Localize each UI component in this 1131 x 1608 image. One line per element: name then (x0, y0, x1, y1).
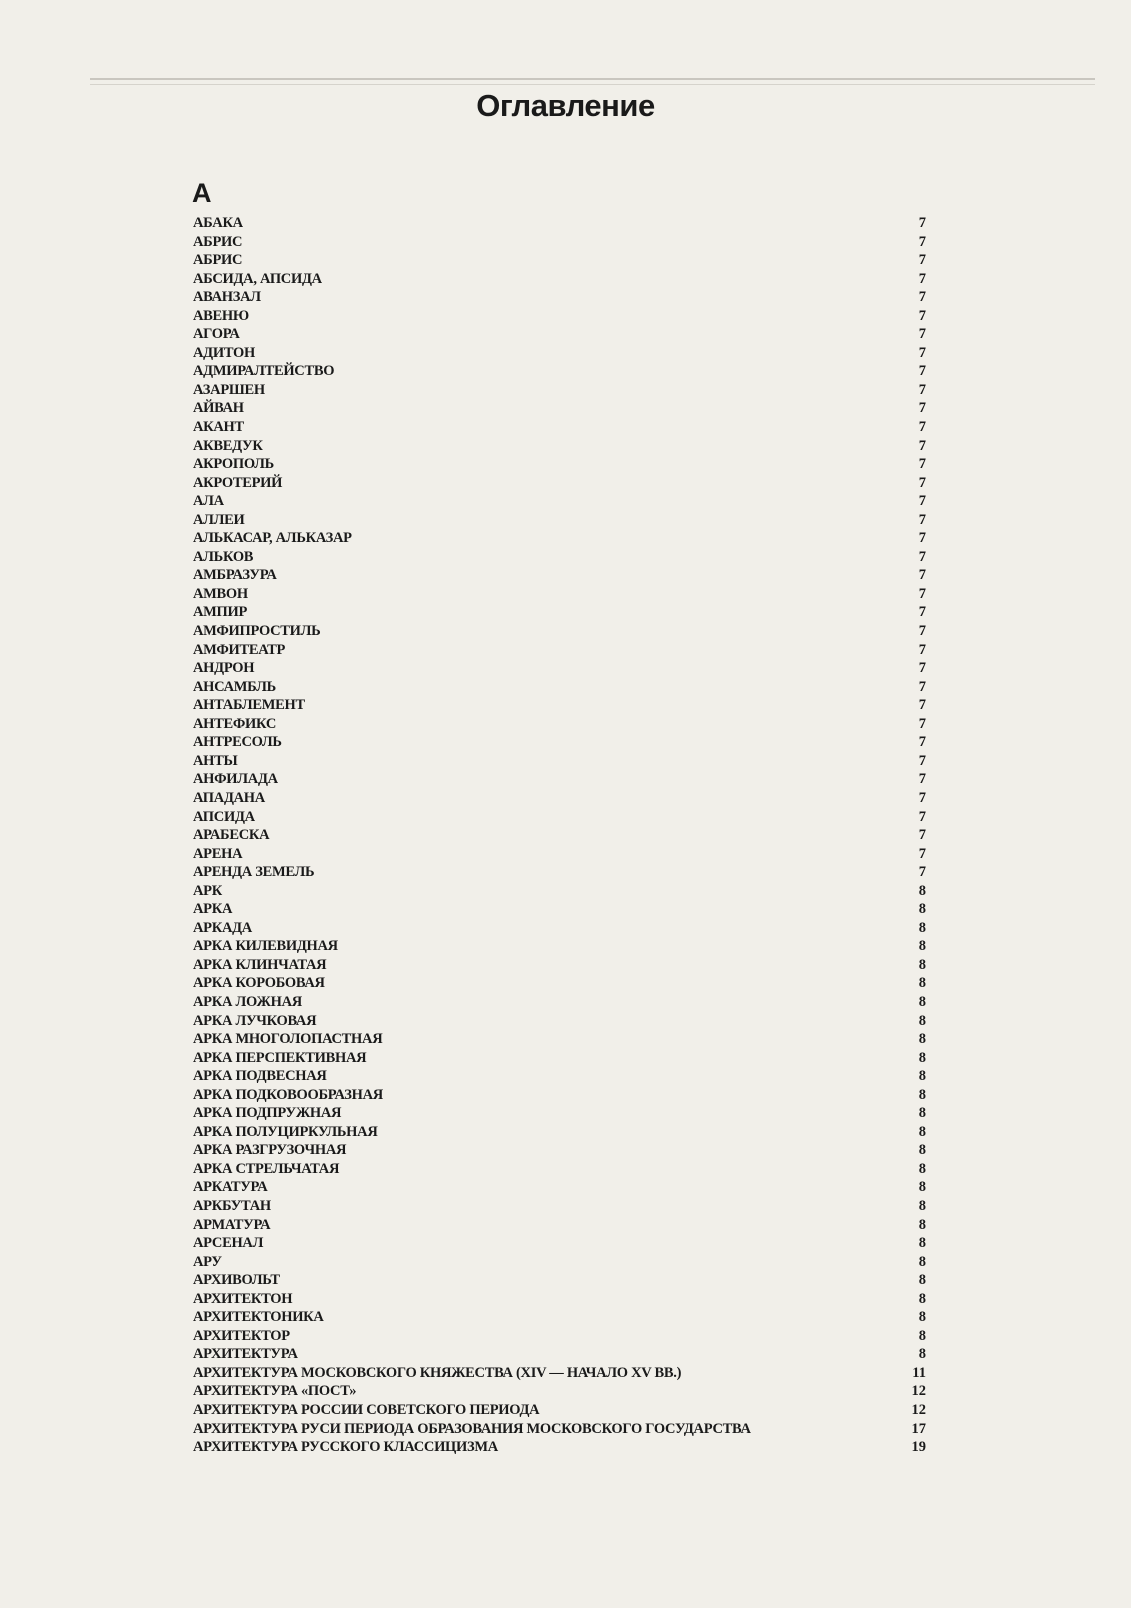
toc-entry-page: 12 (911, 1402, 926, 1418)
toc-entry-label: АРЕНДА ЗЕМЕЛЬ (193, 864, 315, 881)
toc-entry-label: АРКБУТАН (193, 1197, 271, 1214)
toc-entry-label: АНТЕФИКС (193, 715, 277, 732)
toc-entry[interactable] (193, 733, 938, 752)
toc-entry-page: 7 (918, 604, 926, 621)
toc-entry[interactable] (193, 1290, 938, 1309)
toc-entry[interactable] (193, 455, 938, 474)
toc-entry[interactable] (193, 1197, 938, 1216)
toc-entry-page: 7 (918, 660, 926, 677)
toc-entry-page: 8 (918, 1123, 926, 1140)
toc-entry-label: АРХИТЕКТОН (193, 1290, 293, 1307)
toc-entry[interactable] (193, 622, 938, 641)
toc-entry-page: 7 (918, 400, 926, 417)
toc-entry[interactable] (193, 399, 938, 418)
toc-entry[interactable] (193, 1345, 938, 1364)
toc-entry[interactable] (193, 233, 938, 252)
toc-entry-label: АРКА КИЛЕВИДНАЯ (193, 938, 338, 955)
toc-entry-label: АРКА ЛОЖНАЯ (193, 993, 302, 1010)
toc-entry-label: АНТАБЛЕМЕНТ (193, 697, 305, 714)
toc-entry-label: АЛЬКАСАР, АЛЬКАЗАР (193, 530, 352, 547)
toc-entry[interactable] (193, 1067, 938, 1086)
toc-entry[interactable] (193, 937, 938, 956)
toc-entry-page: 8 (918, 1272, 926, 1289)
toc-entry-label: АРКА ПОДВЕСНАЯ (193, 1068, 327, 1085)
toc-entry[interactable] (193, 1160, 938, 1179)
page-title: Оглавление (476, 88, 655, 123)
toc-entry[interactable] (193, 678, 938, 697)
toc-entry-label: АНФИЛАДА (193, 771, 278, 788)
toc-entry[interactable] (193, 511, 938, 530)
toc-entry-label: АРКА МНОГОЛОПАСТНАЯ (193, 1031, 383, 1048)
toc-entry[interactable] (193, 1364, 938, 1383)
toc-entry-page: 7 (918, 381, 926, 398)
toc-entry-label: АБСИДА, АПСИДА (193, 270, 322, 287)
toc-entry[interactable] (193, 1216, 938, 1235)
toc-entry-page: 7 (918, 752, 926, 769)
toc-entry-page: 8 (918, 1142, 926, 1159)
toc-entry[interactable] (193, 1086, 938, 1105)
toc-entry[interactable] (193, 919, 938, 938)
toc-entry-label: АРХИВОЛЬТ (193, 1272, 280, 1289)
toc-entry-label: АРХИТЕКТУРА РОССИИ СОВЕТСКОГО ПЕРИОДА (193, 1402, 540, 1418)
toc-entry-label: АРХИТЕКТУРА (193, 1346, 298, 1363)
toc-entry[interactable] (193, 585, 938, 604)
toc-entry-page: 8 (918, 919, 926, 936)
toc-entry-label: АРЕНА (193, 845, 243, 862)
toc-entry-label: АБРИС (193, 233, 243, 250)
toc-entry-page: 7 (918, 827, 926, 844)
toc-entry-page: 7 (918, 771, 926, 788)
toc-entry[interactable] (193, 715, 938, 734)
toc-entry[interactable] (193, 1141, 938, 1160)
toc-entry[interactable] (193, 993, 938, 1012)
toc-entry-page: 8 (918, 1290, 926, 1307)
toc-entry[interactable] (193, 325, 938, 344)
toc-entry-label: АРХИТЕКТОР (193, 1327, 290, 1344)
header-rule-secondary (90, 84, 1095, 85)
toc-entry-page: 8 (918, 1197, 926, 1214)
toc-entry-label: АКАНТ (193, 419, 244, 436)
header-rule (90, 78, 1095, 80)
toc-entry[interactable] (193, 845, 938, 864)
toc-entry-label: АЛЬКОВ (193, 548, 254, 565)
toc-entry[interactable] (193, 1030, 938, 1049)
toc-entry-label: АМФИТЕАТР (193, 641, 286, 658)
toc-entry[interactable] (193, 696, 938, 715)
toc-entry-label: АЛЛЕИ (193, 511, 245, 528)
toc-entry-page: 7 (918, 363, 926, 380)
toc-entry[interactable] (193, 548, 938, 567)
toc-entry-page: 7 (918, 734, 926, 751)
toc-entry[interactable] (193, 418, 938, 437)
toc-entry-page: 7 (918, 845, 926, 862)
toc-entry-page: 7 (918, 623, 926, 640)
toc-entry-label: АРКА КОРОБОВАЯ (193, 975, 325, 992)
toc-entry[interactable] (193, 474, 938, 493)
toc-entry[interactable] (193, 1271, 938, 1290)
toc-entry-label: АРХИТЕКТУРА МОСКОВСКОГО КНЯЖЕСТВА (XIV — НАЧАЛО XV ВВ.) (193, 1364, 682, 1381)
toc-entry[interactable] (193, 288, 938, 307)
toc-entry[interactable] (193, 492, 938, 511)
table-of-contents (193, 214, 938, 1457)
toc-entry-label: АНТЫ (193, 752, 238, 769)
toc-entry-label: АРК (193, 882, 222, 899)
toc-entry[interactable] (193, 789, 938, 808)
toc-entry-label: АРКА (193, 901, 233, 918)
toc-entry-label: АРСЕНАЛ (193, 1235, 264, 1252)
toc-entry-label: АМВОН (193, 585, 248, 602)
toc-entry-label: АМФИПРОСТИЛЬ (193, 623, 321, 640)
toc-entry-page: 17 (911, 1420, 926, 1437)
toc-entry-page: 7 (918, 344, 926, 361)
toc-entry-page: 7 (918, 289, 926, 306)
toc-entry-label: АРУ (193, 1253, 222, 1270)
toc-entry-label: АПАДАНА (193, 789, 265, 806)
toc-entry[interactable] (193, 566, 938, 585)
toc-entry-page: 8 (918, 993, 926, 1010)
toc-entry-page: 7 (918, 474, 926, 491)
toc-entry[interactable] (193, 863, 938, 882)
toc-entry[interactable] (193, 641, 938, 660)
toc-entry-label: АНДРОН (193, 660, 255, 677)
section-letter: А (192, 178, 212, 208)
toc-entry-label: АВЕНЮ (193, 307, 249, 324)
toc-entry-label: АЗАРШЕН (193, 381, 265, 398)
toc-entry-label: АКВЕДУК (193, 437, 263, 454)
toc-entry-label: АГОРА (193, 326, 240, 343)
toc-entry-label: АРМАТУРА (193, 1216, 271, 1233)
toc-entry[interactable] (193, 381, 938, 400)
toc-entry[interactable] (193, 900, 938, 919)
toc-entry-label: АРКА ПОДКОВООБРАЗНАЯ (193, 1086, 383, 1103)
toc-entry-page: 8 (918, 1216, 926, 1233)
toc-entry-page: 7 (918, 270, 926, 287)
toc-entry-page: 8 (918, 901, 926, 918)
toc-entry-page: 7 (918, 493, 926, 510)
toc-entry-page: 7 (918, 437, 926, 454)
toc-entry-page: 12 (911, 1383, 926, 1400)
toc-entry-label: АДИТОН (193, 344, 255, 361)
toc-entry-label: АРКА СТРЕЛЬЧАТАЯ (193, 1160, 340, 1177)
toc-entry-page: 8 (918, 1068, 926, 1085)
toc-entry-label: АНТРЕСОЛЬ (193, 734, 282, 751)
toc-entry-page: 7 (918, 715, 926, 732)
toc-entry[interactable] (193, 1104, 938, 1123)
toc-entry-label: АКРОПОЛЬ (193, 456, 274, 473)
toc-entry-label: АМПИР (193, 604, 248, 621)
toc-entry[interactable] (193, 1401, 938, 1420)
toc-entry[interactable] (193, 603, 938, 622)
toc-entry[interactable] (193, 270, 938, 289)
toc-entry-page: 7 (918, 789, 926, 806)
toc-entry[interactable] (193, 770, 938, 789)
toc-entry-label: АРКА ПЕРСПЕКТИВНАЯ (193, 1049, 367, 1066)
toc-entry-label: АБАКА (193, 215, 243, 231)
toc-entry-page: 11 (912, 1364, 926, 1381)
toc-entry-label: АРКА ЛУЧКОВАЯ (193, 1012, 317, 1029)
toc-entry-label: АПСИДА (193, 808, 255, 825)
toc-entry[interactable] (193, 437, 938, 456)
toc-entry-page: 19 (911, 1439, 926, 1456)
toc-entry-page: 8 (918, 1105, 926, 1122)
toc-entry[interactable] (193, 1382, 938, 1401)
toc-entry-label: АМБРАЗУРА (193, 567, 277, 584)
toc-entry-page: 7 (918, 215, 926, 231)
toc-entry-page: 7 (918, 567, 926, 584)
toc-entry-label: АРКА ПОЛУЦИРКУЛЬНАЯ (193, 1123, 378, 1140)
toc-entry-page: 7 (918, 233, 926, 250)
toc-entry-page: 7 (918, 511, 926, 528)
toc-entry[interactable] (193, 826, 938, 845)
toc-entry-label: АРКА РАЗГРУЗОЧНАЯ (193, 1142, 347, 1159)
toc-entry[interactable] (193, 1234, 938, 1253)
toc-entry-page: 8 (918, 938, 926, 955)
toc-entry-label: АРХИТЕКТУРА «ПОСТ» (193, 1383, 357, 1400)
toc-entry-label: АРКА КЛИНЧАТАЯ (193, 956, 327, 973)
toc-entry[interactable] (193, 362, 938, 381)
toc-entry-page: 7 (918, 808, 926, 825)
toc-entry-page: 8 (918, 1179, 926, 1196)
toc-entry-label: АРХИТЕКТУРА РУСИ ПЕРИОДА ОБРАЗОВАНИЯ МОСКОВСКОГО ГОСУДАРСТВА (193, 1420, 751, 1437)
toc-entry-label: АБРИС (193, 252, 243, 269)
toc-entry-page: 7 (918, 419, 926, 436)
toc-entry[interactable] (193, 1012, 938, 1031)
toc-entry[interactable] (193, 307, 938, 326)
toc-entry[interactable] (193, 808, 938, 827)
toc-entry[interactable] (193, 251, 938, 270)
toc-entry-page: 8 (918, 1253, 926, 1270)
toc-entry-page: 8 (918, 1235, 926, 1252)
toc-entry-page: 7 (918, 530, 926, 547)
toc-entry-page: 7 (918, 678, 926, 695)
toc-entry-label: АКРОТЕРИЙ (193, 474, 283, 491)
toc-entry-label: АРАБЕСКА (193, 827, 270, 844)
toc-entry-page: 7 (918, 864, 926, 881)
toc-entry[interactable] (193, 882, 938, 901)
toc-entry-page: 7 (918, 456, 926, 473)
toc-entry-label: АРКАТУРА (193, 1179, 268, 1196)
toc-entry[interactable] (193, 214, 938, 233)
toc-entry[interactable] (193, 1049, 938, 1068)
toc-entry-page: 8 (918, 1012, 926, 1029)
toc-entry-page: 7 (918, 326, 926, 343)
toc-entry[interactable] (193, 1438, 938, 1457)
toc-entry-page: 7 (918, 585, 926, 602)
toc-entry-page: 7 (918, 252, 926, 269)
toc-entry-page: 8 (918, 1309, 926, 1326)
toc-entry[interactable] (193, 1178, 938, 1197)
toc-entry-page: 8 (918, 1160, 926, 1177)
toc-entry[interactable] (193, 752, 938, 771)
toc-entry-page: 8 (918, 1031, 926, 1048)
toc-entry-label: АЛА (193, 493, 224, 510)
toc-entry-label: АЙВАН (193, 400, 244, 417)
toc-entry-label: АДМИРАЛТЕЙСТВО (193, 363, 335, 380)
toc-entry[interactable] (193, 1327, 938, 1346)
toc-entry-page: 7 (918, 641, 926, 658)
toc-entry-label: АВАНЗАЛ (193, 289, 261, 306)
toc-entry-page: 7 (918, 548, 926, 565)
toc-entry[interactable] (193, 344, 938, 363)
toc-entry-page: 8 (918, 956, 926, 973)
toc-entry[interactable] (193, 1123, 938, 1142)
toc-entry[interactable] (193, 974, 938, 993)
toc-entry-page: 8 (918, 1346, 926, 1363)
toc-entry-label: АРХИТЕКТОНИКА (193, 1309, 324, 1326)
toc-entry-page: 7 (918, 697, 926, 714)
toc-entry[interactable] (193, 529, 938, 548)
toc-entry[interactable] (193, 956, 938, 975)
toc-entry-page: 8 (918, 1049, 926, 1066)
toc-entry-page: 8 (918, 1086, 926, 1103)
toc-entry-label: АРКА ПОДПРУЖНАЯ (193, 1105, 342, 1122)
toc-entry-page: 8 (918, 975, 926, 992)
toc-entry[interactable] (193, 1308, 938, 1327)
toc-entry-page: 8 (918, 1327, 926, 1344)
toc-entry-page: 8 (918, 882, 926, 899)
toc-entry[interactable] (193, 1420, 938, 1439)
toc-entry-page: 7 (918, 307, 926, 324)
toc-entry-label: АРКАДА (193, 919, 252, 936)
toc-entry[interactable] (193, 659, 938, 678)
toc-entry[interactable] (193, 1253, 938, 1272)
toc-entry-label: АНСАМБЛЬ (193, 678, 276, 695)
toc-entry-label: АРХИТЕКТУРА РУССКОГО КЛАССИЦИЗМА (193, 1439, 498, 1456)
